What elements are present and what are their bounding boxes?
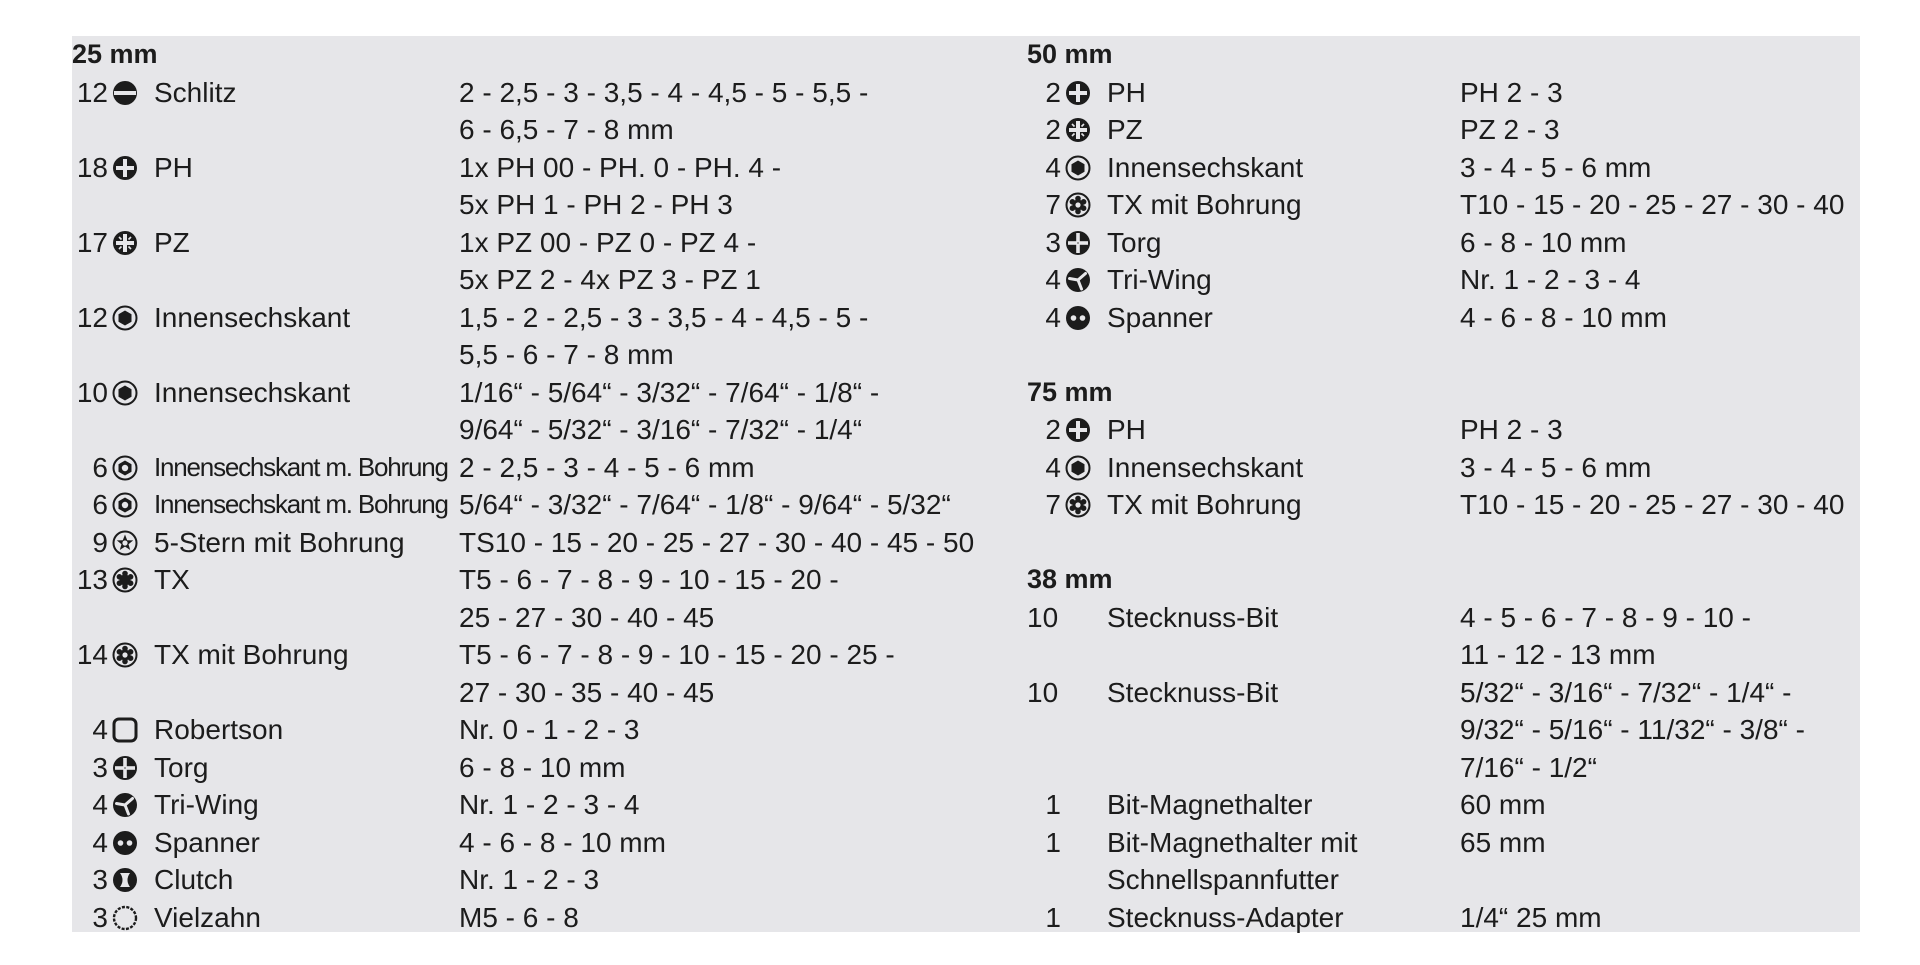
item-spec: 3 - 4 - 5 - 6 mm <box>1460 451 1652 483</box>
multi-tooth-icon <box>112 905 138 931</box>
item-quantity-cell <box>72 711 108 749</box>
item-name: Innensechskant <box>1107 151 1304 183</box>
item-row <box>1027 224 1860 262</box>
item-quantity-cell <box>1027 786 1061 824</box>
item-quantity: 18 <box>76 151 108 183</box>
item-quantity: 3 <box>92 751 108 783</box>
item-name: Innensechskant m. Bohrung <box>154 451 448 482</box>
item-quantity: 12 <box>76 76 108 108</box>
item-spec: 2 - 2,5 - 3 - 4 - 5 - 6 mm <box>459 451 755 483</box>
item-spec: 6 - 6,5 - 7 - 8 mm <box>459 114 674 145</box>
phillips-icon <box>1065 417 1091 443</box>
item-row <box>1027 74 1860 112</box>
item-row <box>1027 486 1860 524</box>
item-quantity-cell <box>1027 186 1061 224</box>
item-quantity: 1 <box>1045 789 1061 820</box>
item-spec: 4 - 5 - 6 - 7 - 8 - 9 - 10 - <box>1460 601 1751 633</box>
item-row-continuation <box>72 111 1027 149</box>
item-row-continuation <box>72 411 1027 449</box>
item-quantity-cell <box>1027 449 1061 487</box>
item-row <box>1027 674 1860 712</box>
item-name: Spanner <box>1107 301 1213 333</box>
item-row-continuation <box>72 599 1027 637</box>
item-spec: 25 - 27 - 30 - 40 - 45 <box>459 601 715 633</box>
item-spec: Nr. 1 - 2 - 3 - 4 <box>459 789 640 820</box>
item-name: Innensechskant m. Bohrung <box>154 489 448 519</box>
item-name: Innensechskant <box>1107 451 1304 483</box>
item-row <box>72 449 1027 487</box>
item-quantity-cell <box>1027 224 1061 262</box>
slot-icon <box>112 80 138 106</box>
item-name: Stecknuss-Adapter <box>1107 901 1344 933</box>
item-row <box>1027 449 1860 487</box>
item-quantity-cell <box>72 374 108 412</box>
item-row <box>72 149 1027 187</box>
torq-icon <box>112 755 138 781</box>
item-row-continuation <box>72 336 1027 374</box>
item-quantity-cell <box>1027 74 1061 112</box>
item-spec: 9/32“ - 5/16“ - 11/32“ - 3/8“ - <box>1460 714 1805 745</box>
item-row-continuation <box>72 674 1027 712</box>
item-quantity: 1 <box>1045 901 1061 933</box>
item-name: Spanner <box>154 826 260 858</box>
pozidriv-icon <box>112 230 138 256</box>
item-row <box>72 861 1027 899</box>
item-spec: 5/64“ - 3/32“ - 7/64“ - 1/8“ - 9/64“ - 5/32“ <box>459 489 951 520</box>
item-row <box>72 486 1027 524</box>
hex-bore-icon <box>112 455 138 481</box>
hex-icon <box>112 380 138 406</box>
item-quantity-cell <box>1027 261 1061 299</box>
item-name: PH <box>1107 76 1146 108</box>
item-quantity-cell <box>1027 899 1061 937</box>
item-name: Schnellspannfutter <box>1107 864 1339 895</box>
section-heading: 38 mm <box>1027 564 1113 594</box>
item-row <box>72 786 1027 824</box>
item-spec: 5/32“ - 3/16“ - 7/32“ - 1/4“ - <box>1460 676 1792 708</box>
hex-icon <box>1065 155 1091 181</box>
hex-icon <box>112 305 138 331</box>
item-quantity: 2 <box>1045 76 1061 108</box>
item-row-continuation <box>72 261 1027 299</box>
item-spec: 27 - 30 - 35 - 40 - 45 <box>459 676 715 708</box>
item-row <box>1027 786 1860 824</box>
item-spec: T10 - 15 - 20 - 25 - 27 - 30 - 40 <box>1460 189 1845 220</box>
item-name: PZ <box>154 226 190 258</box>
item-name: Schlitz <box>154 76 237 108</box>
item-name: Stecknuss-Bit <box>1107 676 1279 708</box>
item-quantity: 3 <box>92 864 108 895</box>
item-spec: PZ 2 - 3 <box>1460 114 1560 145</box>
item-quantity: 7 <box>1045 189 1061 220</box>
item-spec: 5x PZ 2 - 4x PZ 3 - PZ 1 <box>459 264 761 295</box>
item-name: Torg <box>1107 226 1162 258</box>
item-spec: M5 - 6 - 8 <box>459 901 579 933</box>
item-quantity: 7 <box>1045 489 1061 520</box>
item-spec: 1/4“ 25 mm <box>1460 901 1602 933</box>
item-spec: T5 - 6 - 7 - 8 - 9 - 10 - 15 - 20 - <box>459 564 839 595</box>
torq-icon <box>1065 230 1091 256</box>
item-spec: 4 - 6 - 8 - 10 mm <box>1460 301 1667 333</box>
item-spec: 6 - 8 - 10 mm <box>1460 226 1627 258</box>
item-name: TX <box>154 564 190 595</box>
item-row <box>72 561 1027 599</box>
torx-bore-icon <box>1065 192 1091 218</box>
item-spec: T5 - 6 - 7 - 8 - 9 - 10 - 15 - 20 - 25 - <box>459 639 895 670</box>
spacer-row <box>1027 524 1860 562</box>
section-heading: 50 mm <box>1027 39 1113 69</box>
item-row <box>1027 899 1860 937</box>
item-row <box>1027 411 1860 449</box>
item-spec: Nr. 0 - 1 - 2 - 3 <box>459 714 640 745</box>
item-spec: 11 - 12 - 13 mm <box>1460 639 1656 670</box>
item-spec: 5,5 - 6 - 7 - 8 mm <box>459 339 674 370</box>
item-name: Clutch <box>154 864 234 895</box>
item-name: TX mit Bohrung <box>1107 489 1302 520</box>
item-quantity-cell <box>72 899 108 937</box>
item-name: PH <box>154 151 193 183</box>
item-quantity: 2 <box>1045 414 1061 445</box>
item-quantity: 2 <box>1045 114 1061 145</box>
item-row <box>72 74 1027 112</box>
item-spec: 1x PZ 00 - PZ 0 - PZ 4 - <box>459 226 757 258</box>
section-heading: 75 mm <box>1027 376 1113 407</box>
section-heading: 25 mm <box>72 39 158 69</box>
item-spec: 1/16“ - 5/64“ - 3/32“ - 7/64“ - 1/8“ - <box>459 376 880 408</box>
item-quantity: 4 <box>92 714 108 745</box>
item-quantity-cell <box>72 486 108 524</box>
item-quantity-cell <box>72 224 108 262</box>
torx-icon <box>112 567 138 593</box>
item-quantity-cell <box>72 299 108 337</box>
item-quantity: 4 <box>1045 264 1061 295</box>
item-row <box>1027 299 1860 337</box>
item-row-continuation <box>72 186 1027 224</box>
item-quantity-cell <box>72 749 108 787</box>
item-quantity-cell <box>72 786 108 824</box>
item-row <box>72 224 1027 262</box>
item-quantity: 10 <box>1027 676 1059 708</box>
item-quantity: 6 <box>92 451 108 483</box>
item-row <box>72 899 1027 937</box>
item-spec: 5x PH 1 - PH 2 - PH 3 <box>459 189 733 220</box>
item-spec: 6 - 8 - 10 mm <box>459 751 626 783</box>
item-row-continuation <box>1027 636 1860 674</box>
item-name: Stecknuss-Bit <box>1107 601 1279 633</box>
spacer-row <box>1027 336 1860 374</box>
item-quantity: 3 <box>92 901 108 933</box>
item-row-continuation <box>1027 861 1860 899</box>
item-row <box>1027 824 1860 862</box>
item-name: Tri-Wing <box>154 789 259 820</box>
item-row <box>72 749 1027 787</box>
item-row <box>72 524 1027 562</box>
item-name: Innensechskant <box>154 376 351 408</box>
item-quantity: 4 <box>1045 451 1061 483</box>
item-name: PH <box>1107 414 1146 445</box>
spanner-icon <box>112 830 138 856</box>
item-quantity: 4 <box>1045 151 1061 183</box>
item-quantity-cell <box>1027 111 1061 149</box>
item-quantity: 10 <box>76 376 108 408</box>
phillips-icon <box>112 155 138 181</box>
item-name: Torg <box>154 751 209 783</box>
item-name: Robertson <box>154 714 284 745</box>
item-quantity: 12 <box>76 301 108 333</box>
item-quantity: 9 <box>92 526 108 558</box>
phillips-icon <box>1065 80 1091 106</box>
item-row <box>72 374 1027 412</box>
item-quantity-cell <box>1027 149 1061 187</box>
item-row <box>72 711 1027 749</box>
item-quantity: 4 <box>1045 301 1061 333</box>
item-quantity-cell <box>1027 299 1061 337</box>
hex-icon <box>1065 455 1091 481</box>
item-quantity-cell <box>72 636 108 674</box>
item-name: Bit-Magnethalter mit <box>1107 826 1358 858</box>
item-quantity-cell <box>1027 411 1061 449</box>
torx-bore-icon <box>1065 492 1091 518</box>
item-row <box>72 824 1027 862</box>
item-spec: 7/16“ - 1/2“ <box>1460 751 1597 783</box>
item-row <box>1027 111 1860 149</box>
five-star-bore-icon <box>112 530 138 556</box>
item-row <box>72 299 1027 337</box>
item-quantity-cell <box>1027 486 1061 524</box>
item-name: Tri-Wing <box>1107 264 1212 295</box>
item-quantity: 4 <box>92 826 108 858</box>
item-name: Innensechskant <box>154 301 351 333</box>
item-quantity-cell <box>72 74 108 112</box>
torx-bore-icon <box>112 642 138 668</box>
item-row <box>1027 599 1860 637</box>
item-spec: TS10 - 15 - 20 - 25 - 27 - 30 - 40 - 45 - 50 <box>459 526 975 558</box>
item-quantity-cell <box>72 524 108 562</box>
item-spec: 65 mm <box>1460 826 1546 858</box>
item-quantity-cell <box>72 561 108 599</box>
column-50-75-38mm <box>1027 36 1860 936</box>
item-quantity-cell <box>72 824 108 862</box>
item-quantity: 3 <box>1045 226 1061 258</box>
item-spec: 4 - 6 - 8 - 10 mm <box>459 826 666 858</box>
item-quantity-cell <box>72 149 108 187</box>
item-quantity: 17 <box>76 226 108 258</box>
pozidriv-icon <box>1065 117 1091 143</box>
item-spec: 3 - 4 - 5 - 6 mm <box>1460 151 1652 183</box>
item-quantity: 10 <box>1027 601 1059 633</box>
item-name: 5-Stern mit Bohrung <box>154 526 405 558</box>
item-quantity: 13 <box>76 564 108 595</box>
item-spec: PH 2 - 3 <box>1460 76 1563 108</box>
item-quantity: 14 <box>76 639 108 670</box>
item-row-continuation <box>1027 711 1860 749</box>
item-spec: 1x PH 00 - PH. 0 - PH. 4 - <box>459 151 782 183</box>
item-quantity: 4 <box>92 789 108 820</box>
item-spec: 2 - 2,5 - 3 - 3,5 - 4 - 4,5 - 5 - 5,5 - <box>459 76 869 108</box>
item-spec: 60 mm <box>1460 789 1546 820</box>
item-quantity: 1 <box>1045 826 1061 858</box>
clutch-icon <box>112 867 138 893</box>
item-spec: 9/64“ - 5/32“ - 3/16“ - 7/32“ - 1/4“ <box>459 414 863 445</box>
hex-bore-icon <box>112 492 138 518</box>
item-row-continuation <box>1027 749 1860 787</box>
robertson-icon <box>112 717 138 743</box>
item-spec: PH 2 - 3 <box>1460 414 1563 445</box>
spanner-icon <box>1065 305 1091 331</box>
item-quantity: 6 <box>92 489 108 520</box>
item-quantity-cell <box>1027 824 1061 862</box>
item-row <box>1027 261 1860 299</box>
item-spec: Nr. 1 - 2 - 3 - 4 <box>1460 264 1641 295</box>
item-row <box>1027 149 1860 187</box>
item-name: PZ <box>1107 114 1143 145</box>
item-row <box>1027 186 1860 224</box>
item-name: Bit-Magnethalter <box>1107 789 1313 820</box>
item-name: TX mit Bohrung <box>154 639 349 670</box>
item-name: TX mit Bohrung <box>1107 189 1302 220</box>
item-spec: Nr. 1 - 2 - 3 <box>459 864 600 895</box>
tri-wing-icon <box>1065 267 1091 293</box>
column-25mm <box>72 36 1027 936</box>
item-row <box>72 636 1027 674</box>
tri-wing-icon <box>112 792 138 818</box>
specification-table <box>72 36 1860 932</box>
item-name: Vielzahn <box>154 901 261 933</box>
item-spec: T10 - 15 - 20 - 25 - 27 - 30 - 40 <box>1460 489 1845 520</box>
item-spec: 1,5 - 2 - 2,5 - 3 - 3,5 - 4 - 4,5 - 5 - <box>459 301 869 333</box>
item-quantity-cell <box>72 449 108 487</box>
item-quantity-cell <box>72 861 108 899</box>
